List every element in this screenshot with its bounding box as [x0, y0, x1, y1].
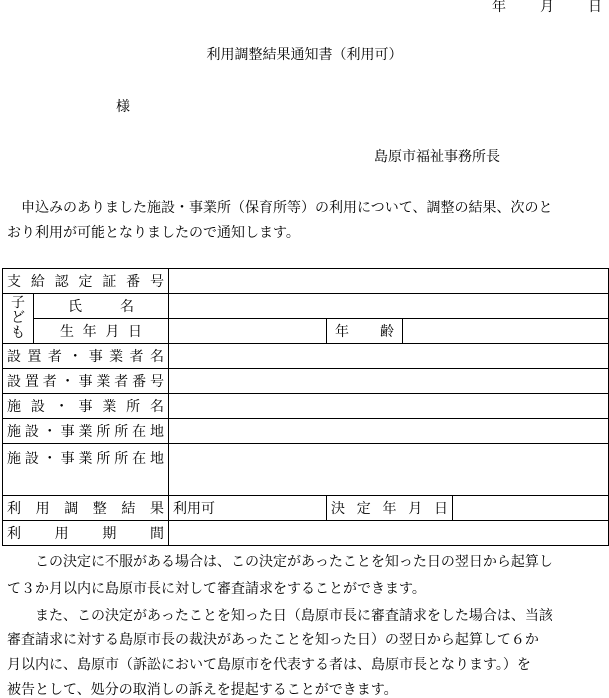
- label-char: 調: [64, 501, 79, 517]
- label-char: 業: [102, 399, 117, 415]
- label-char: 事: [78, 374, 93, 390]
- label-char: 所: [114, 451, 129, 467]
- age-label-text: [331, 321, 398, 341]
- label-char: 月: [105, 324, 120, 340]
- label-char: 業: [96, 374, 111, 390]
- row-operator-name: [3, 344, 609, 369]
- intro-line-1: 申込みのありました施設・事業所（保育所等）の利用について、調整の結果、次のと: [21, 200, 553, 216]
- cert-number-label-text: [7, 271, 164, 291]
- note-line-1: この決定に不服がある場合は、この決定があったことを知った日の翌日から起算し: [35, 554, 553, 570]
- label-char: も: [11, 325, 25, 341]
- label-char: 日: [434, 501, 448, 517]
- child-birth-value[interactable]: [169, 319, 327, 344]
- age-value[interactable]: [403, 319, 609, 344]
- label-char: 利: [7, 526, 21, 542]
- facility-address-value-2[interactable]: [169, 444, 609, 496]
- operator-name-value[interactable]: [169, 344, 609, 369]
- operator-name-label: [3, 344, 169, 369]
- notification-form-table: [2, 268, 609, 546]
- child-group-label: [3, 294, 34, 344]
- note-line-2: て３か月以内に島原市長に対して審査請求をすることができます。: [7, 581, 426, 597]
- operator-number-value[interactable]: [169, 369, 609, 394]
- label-char: 用: [35, 501, 50, 517]
- label-char: 施: [7, 451, 21, 467]
- row-result: [3, 496, 609, 521]
- cert-number-label: [3, 269, 169, 294]
- label-char: ・: [42, 424, 57, 440]
- operator-number-label-text: [7, 371, 164, 391]
- label-char: 在: [132, 424, 147, 440]
- label-char: 名: [149, 399, 164, 415]
- note-line-4: 審査請求に対する島原市長の裁決があったことを知った日）の翌日から起算して６か: [7, 632, 539, 648]
- row-child-birth: [3, 319, 609, 344]
- label-char: ど: [11, 310, 25, 326]
- operator-number-label: [3, 369, 169, 394]
- label-char: 業: [78, 451, 93, 467]
- note-line-6: 被告として、処分の取消しの訴えを提起することができます。: [7, 682, 398, 698]
- label-char: 用: [54, 526, 69, 542]
- date-year-label: 年: [492, 0, 506, 15]
- label-char: 日: [127, 324, 142, 340]
- date-day-label: 日: [588, 0, 602, 15]
- label-char: 施: [7, 424, 21, 440]
- label-char: 施: [7, 399, 21, 415]
- label-char: 事: [60, 424, 75, 440]
- note-line-3: また、この決定があったことを知った日（島原市長に審査請求をした場合は、当該: [35, 608, 553, 624]
- label-char: 所: [96, 424, 111, 440]
- facility-address-value-1[interactable]: [169, 419, 609, 444]
- document-title: 利用調整結果通知書（利用可）: [206, 47, 403, 63]
- label-char: 齢: [380, 324, 394, 340]
- row-facility-address-2: [3, 444, 609, 496]
- decision-date-label-text: [331, 498, 448, 518]
- row-facility-name: [3, 394, 609, 419]
- label-char: 年: [335, 324, 349, 340]
- cert-number-value[interactable]: [169, 269, 609, 294]
- label-char: 在: [132, 451, 147, 467]
- label-char: 定: [78, 274, 93, 290]
- row-child-name: [3, 294, 609, 319]
- decision-date-label: [327, 496, 453, 521]
- result-label: [3, 496, 169, 521]
- label-char: 所: [114, 424, 129, 440]
- label-char: 設: [7, 349, 21, 365]
- facility-address-label-1-text: [7, 421, 164, 441]
- label-char: 結: [121, 501, 136, 517]
- child-name-value[interactable]: [169, 294, 609, 319]
- label-char: 事: [88, 349, 103, 365]
- label-char: 番: [132, 374, 147, 390]
- label-char: 所: [96, 451, 111, 467]
- label-char: 氏: [68, 299, 82, 315]
- result-value: 利用可: [169, 496, 327, 521]
- label-char: 設: [30, 399, 45, 415]
- label-char: 証: [102, 274, 117, 290]
- label-char: 事: [60, 451, 75, 467]
- row-cert-number: [3, 269, 609, 294]
- label-char: 者: [42, 374, 57, 390]
- facility-name-label-text: [7, 396, 164, 416]
- label-char: 間: [149, 526, 164, 542]
- period-value[interactable]: [169, 521, 609, 546]
- period-label-text: [7, 523, 164, 543]
- row-facility-address-1: [3, 419, 609, 444]
- operator-name-label-text: [7, 346, 164, 366]
- age-label: [327, 319, 403, 344]
- label-char: 年: [82, 324, 97, 340]
- child-birth-label: [34, 319, 169, 344]
- label-char: 事: [78, 399, 93, 415]
- label-char: 整: [92, 501, 107, 517]
- child-birth-label-text: [38, 321, 164, 341]
- label-char: 支: [7, 274, 21, 290]
- label-char: 設: [24, 424, 39, 440]
- decision-date-value[interactable]: [453, 496, 609, 521]
- label-char: 認: [54, 274, 69, 290]
- label-char: 設: [7, 374, 21, 390]
- row-period: [3, 521, 609, 546]
- period-label: [3, 521, 169, 546]
- row-operator-number: [3, 369, 609, 394]
- label-char: 利: [7, 501, 21, 517]
- label-char: 業: [109, 349, 124, 365]
- note-line-5: 月以内に、島原市（訴訟において島原市を代表する者は、島原市長となります。）を: [7, 657, 531, 673]
- label-char: 地: [150, 451, 164, 467]
- date-month-label: 月: [540, 0, 554, 15]
- label-char: 名: [149, 349, 164, 365]
- label-char: ・: [68, 349, 83, 365]
- label-char: 名: [120, 299, 134, 315]
- label-char: 果: [149, 501, 164, 517]
- label-char: 業: [78, 424, 93, 440]
- label-char: 置: [24, 374, 39, 390]
- label-char: 者: [47, 349, 62, 365]
- label-char: 給: [30, 274, 45, 290]
- label-char: 期: [102, 526, 117, 542]
- label-char: 番: [126, 274, 141, 290]
- label-char: 号: [150, 374, 164, 390]
- addressee-suffix: 様: [116, 99, 130, 115]
- label-char: 置: [27, 349, 42, 365]
- child-name-label: [34, 294, 169, 319]
- label-char: ・: [42, 451, 57, 467]
- label-char: 者: [114, 374, 129, 390]
- facility-address-label-2: [3, 444, 169, 496]
- child-name-label-text: [38, 296, 164, 316]
- label-char: 所: [126, 399, 141, 415]
- result-label-text: [7, 498, 164, 518]
- child-group-label-text: [3, 296, 33, 341]
- label-char: 月: [408, 501, 423, 517]
- label-char: 子: [11, 295, 25, 311]
- facility-name-value[interactable]: [169, 394, 609, 419]
- facility-address-label-1: [3, 419, 169, 444]
- intro-line-2: おり利用が可能となりましたので通知します。: [7, 225, 300, 241]
- issuer-name: 島原市福祉事務所長: [374, 149, 500, 165]
- label-char: 生: [60, 324, 74, 340]
- label-char: 年: [382, 501, 397, 517]
- label-char: 地: [150, 424, 164, 440]
- label-char: 定: [356, 501, 371, 517]
- facility-address-label-2-text: [7, 448, 164, 468]
- label-char: 決: [331, 501, 345, 517]
- facility-name-label: [3, 394, 169, 419]
- label-char: 号: [149, 274, 164, 290]
- label-char: ・: [60, 374, 75, 390]
- label-char: ・: [54, 399, 69, 415]
- label-char: 設: [24, 451, 39, 467]
- label-char: 者: [129, 349, 144, 365]
